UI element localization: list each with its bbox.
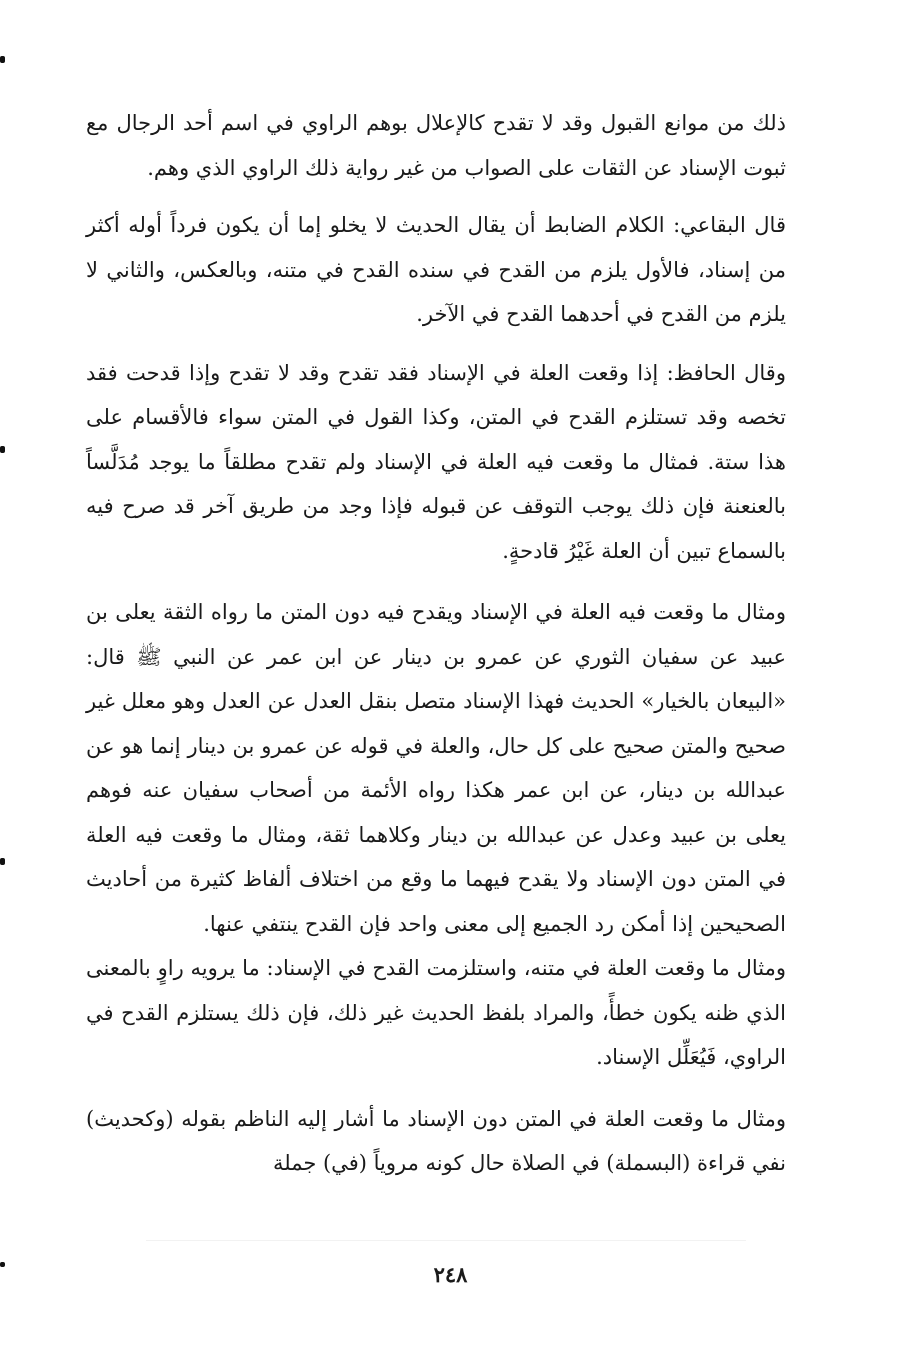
paragraph-hafiz-quote: وقال الحافظ: إذا وقعت العلة في الإسناد فقد تقدح وقد لا تقدح وإذا قدحت فقد تخصه وقد تستلزم القدح في المتن، وكذا القول في المتن سواء فالأقسام على هذا ستة. فمثال ما وقعت فيه العلة في الإسناد ولم تقدح مطلقاً ما يوجد مُدَلَّساً بالعنعنة فإن ذلك يوجب التوقف عن قبوله فإذا وجد من طريق آخر قد صرح فيه بالسماع تبين أن العلة غَيْرُ قادحةٍ. xyxy=(86,360,786,563)
scan-margin-mark xyxy=(0,446,5,453)
page-number: ٢٤٨ xyxy=(433,1262,468,1287)
scan-margin-mark xyxy=(0,858,5,865)
paragraph-isnad-example: ومثال ما وقعت فيه العلة في الإسناد ويقدح فيه دون المتن ما رواه الثقة يعلى بن عبيد عن سفيان الثوري عن عمرو بن دينار عن ابن عمر عن النبي ﷺ قال: «البيعان بالخيار» الحديث فهذا الإسناد متصل بنقل العدل عن العدل وهو معلل غير صحيح والمتن صحيح على كل حال، والعلة في قوله عن عمرو بن دينار إنما هو عن عبدالله بن دينار، عن ابن عمر هكذا رواه الأئمة من أصحاب سفيان عنه فوهم يعلى بن عبيد وعدل عن عبدالله بن دينار وكلاهما ثقة، ومثال ما وقعت فيه العلة في المتن دون الإسناد ولا يقدح فيهما ما وقع من اختلاف ألفاظ كثيرة من أحاديث الصحيحين إذا أمكن رد الجميع إلى معنى واحد فإن القدح ينتفي عنها. xyxy=(86,600,786,936)
paragraph-illal-example: ذلك من موانع القبول وقد لا تقدح كالإعلال بوهم الراوي في اسم أحد الرجال مع ثبوت الإسناد عن الثقات على الصواب من غير رواية ذلك الراوي الذي وهم. xyxy=(86,111,786,180)
paragraph-matn-example: ومثال ما وقعت العلة في متنه، واستلزمت القدح في الإسناد: ما يرويه راوٍ بالمعنى الذي ظنه يكون خطأً، والمراد بلفظ الحديث غير ذلك، فإن ذلك يستلزم القدح في الراوي، فَيُعَلِّل الإسناد. xyxy=(86,956,786,1069)
scan-margin-mark xyxy=(0,56,5,63)
paragraph-biqai-quote: قال البقاعي: الكلام الضابط أن يقال الحديث لا يخلو إما أن يكون فرداً أوله أكثر من إسناد، فالأول يلزم من القدح في سنده القدح في متنه، وبالعكس، والثاني لا يلزم من القدح في أحدهما القدح في الآخر. xyxy=(86,213,786,326)
paragraph-basmala-example: ومثال ما وقعت العلة في المتن دون الإسناد ما أشار إليه الناظم بقوله (وكحديث) نفي قراءة (البسملة) في الصلاة حال كونه مروياً (في) جملة xyxy=(86,1106,786,1175)
scan-artifact-line xyxy=(146,1240,746,1241)
page-body xyxy=(86,101,786,1186)
